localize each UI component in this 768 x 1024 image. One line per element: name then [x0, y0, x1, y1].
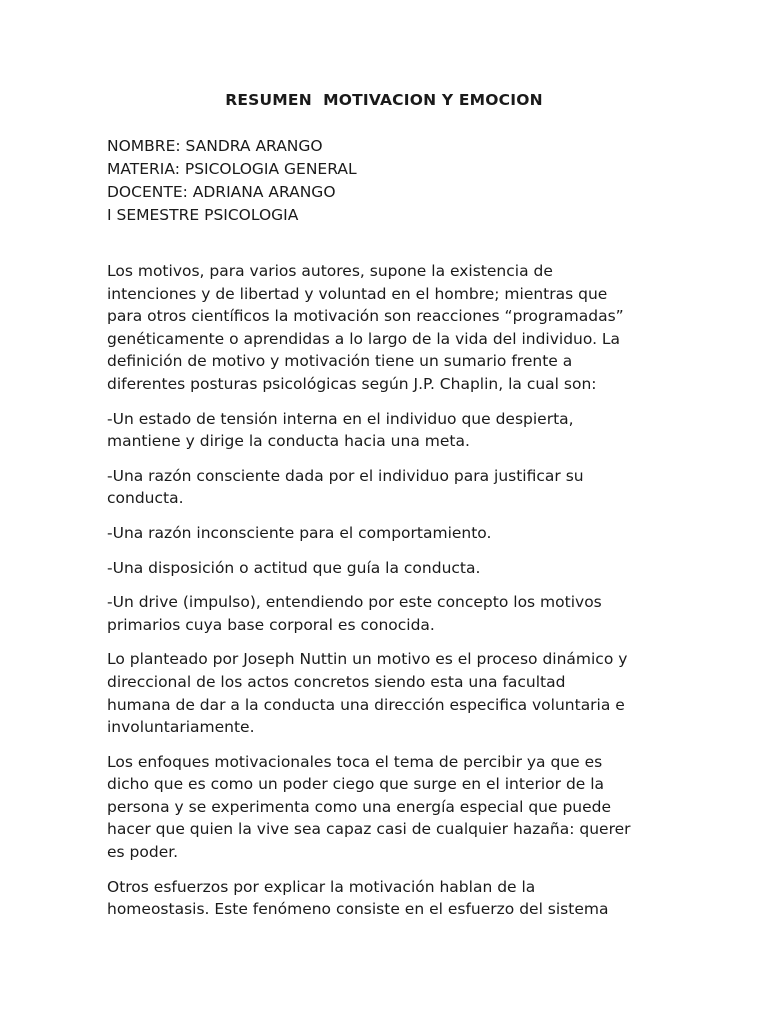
text-line: Lo planteado por Joseph Nuttin un motivo es el proceso dinámico y: [107, 650, 628, 669]
semester-label: I SEMESTRE PSICOLOGIA: [107, 206, 299, 224]
document-title: RESUMEN MOTIVACION Y EMOCION: [225, 91, 543, 109]
author-name: NOMBRE: SANDRA ARANGO: [107, 137, 323, 155]
text-line: hacer que quien la vive sea capaz casi de cualquier hazaña: querer: [107, 820, 631, 839]
text-line: genéticamente o aprendidas a lo largo de la vida del individuo. La: [107, 329, 621, 348]
text-line: es poder.: [107, 843, 179, 862]
author-info-block: [107, 135, 667, 227]
text-line: -Un drive (impulso), entendiendo por este concepto los motivos: [107, 593, 602, 612]
text-line: persona y se experimenta como una energía especial que puede: [107, 797, 612, 816]
text-line: conducta.: [107, 489, 184, 508]
text-line: Los motivos, para varios autores, supone la existencia de: [107, 262, 553, 280]
text-line: dicho que es como un poder ciego que surge en el interior de la: [107, 775, 605, 794]
text-line: primarios cuya base corporal es conocida.: [107, 615, 435, 634]
text-line: diferentes posturas psicológicas según J.P. Chaplin, la cual son:: [107, 374, 597, 393]
paragraph: [107, 522, 667, 545]
text-line: direccional de los actos concretos siendo esta una facultad: [107, 672, 566, 691]
paragraph: [107, 648, 667, 738]
paragraph: [107, 260, 667, 396]
document-body: [107, 260, 667, 933]
text-line: -Una razón inconsciente para el comportamiento.: [107, 523, 492, 542]
text-line: homeostasis. Este fenómeno consiste en el esfuerzo del sistema: [107, 900, 609, 919]
text-line: involuntariamente.: [107, 718, 255, 737]
text-line: Otros esfuerzos por explicar la motivación hablan de la: [107, 877, 536, 896]
text-line: Los enfoques motivacionales toca el tema de percibir ya que es: [107, 752, 603, 771]
paragraph: [107, 876, 667, 921]
paragraph: [107, 557, 667, 580]
subject-name: MATERIA: PSICOLOGIA GENERAL: [107, 160, 357, 178]
paragraph: [107, 408, 667, 453]
teacher-name: DOCENTE: ADRIANA ARANGO: [107, 183, 336, 201]
text-line: humana de dar a la conducta una dirección especifica voluntaria e: [107, 695, 625, 714]
text-line: -Un estado de tensión interna en el individuo que despierta,: [107, 409, 574, 428]
text-line: -Una razón consciente dada por el individuo para justificar su: [107, 466, 584, 485]
paragraph: [107, 751, 667, 864]
text-line: -Una disposición o actitud que guía la conducta.: [107, 558, 481, 577]
text-line: intenciones y de libertad y voluntad en el hombre; mientras que: [107, 284, 608, 303]
text-line: mantiene y dirige la conducta hacia una meta.: [107, 432, 470, 451]
paragraph: [107, 591, 667, 636]
text-line: definición de motivo y motivación tiene un sumario frente a: [107, 352, 573, 371]
paragraph: [107, 465, 667, 510]
text-line: para otros científicos la motivación son reacciones “programadas”: [107, 307, 624, 326]
